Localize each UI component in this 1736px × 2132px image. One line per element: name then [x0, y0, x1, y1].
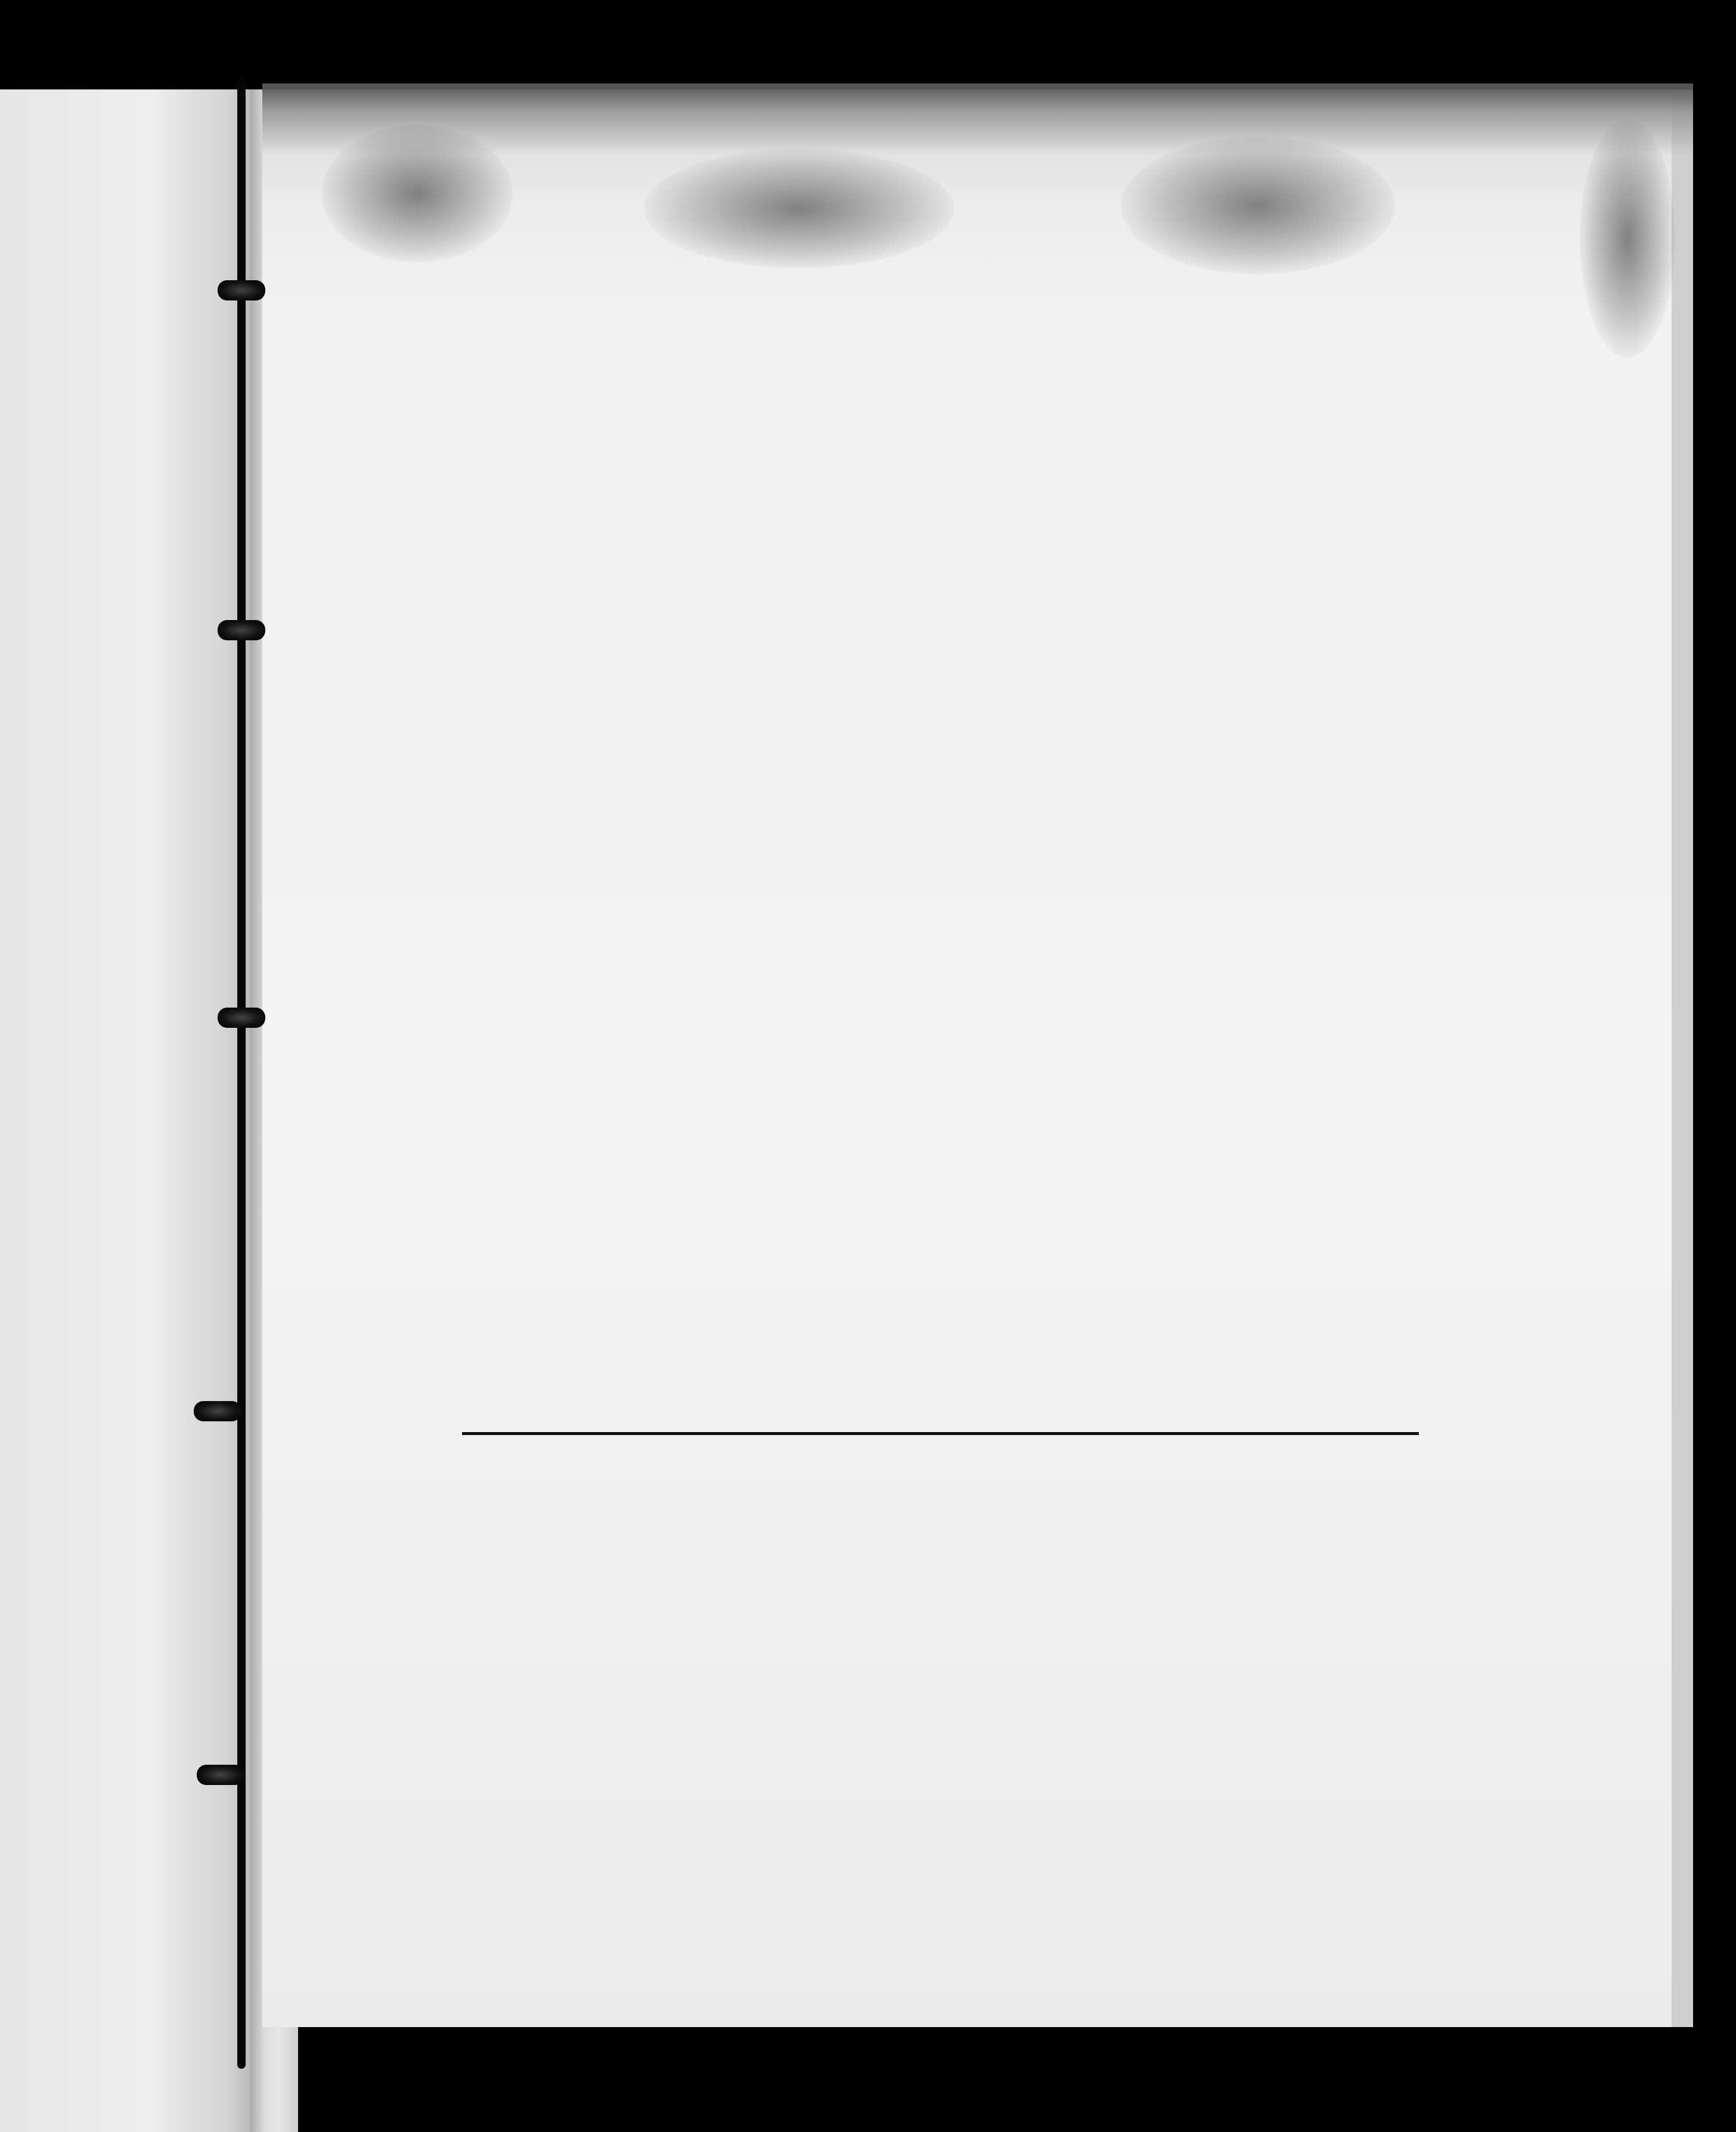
ink-smudge [1121, 137, 1395, 274]
binding-stitch [218, 1008, 265, 1028]
ink-smudge [644, 149, 954, 268]
binding-stitch [218, 620, 265, 640]
left-page [0, 89, 250, 2132]
ink-smudge [322, 125, 513, 262]
binding-stitch [194, 1401, 241, 1421]
footnote-rule [462, 1432, 1419, 1435]
binding-stitch [218, 280, 265, 300]
binding-stitch [197, 1765, 244, 1785]
ink-smudge [1580, 119, 1675, 358]
right-page [262, 89, 1693, 2027]
